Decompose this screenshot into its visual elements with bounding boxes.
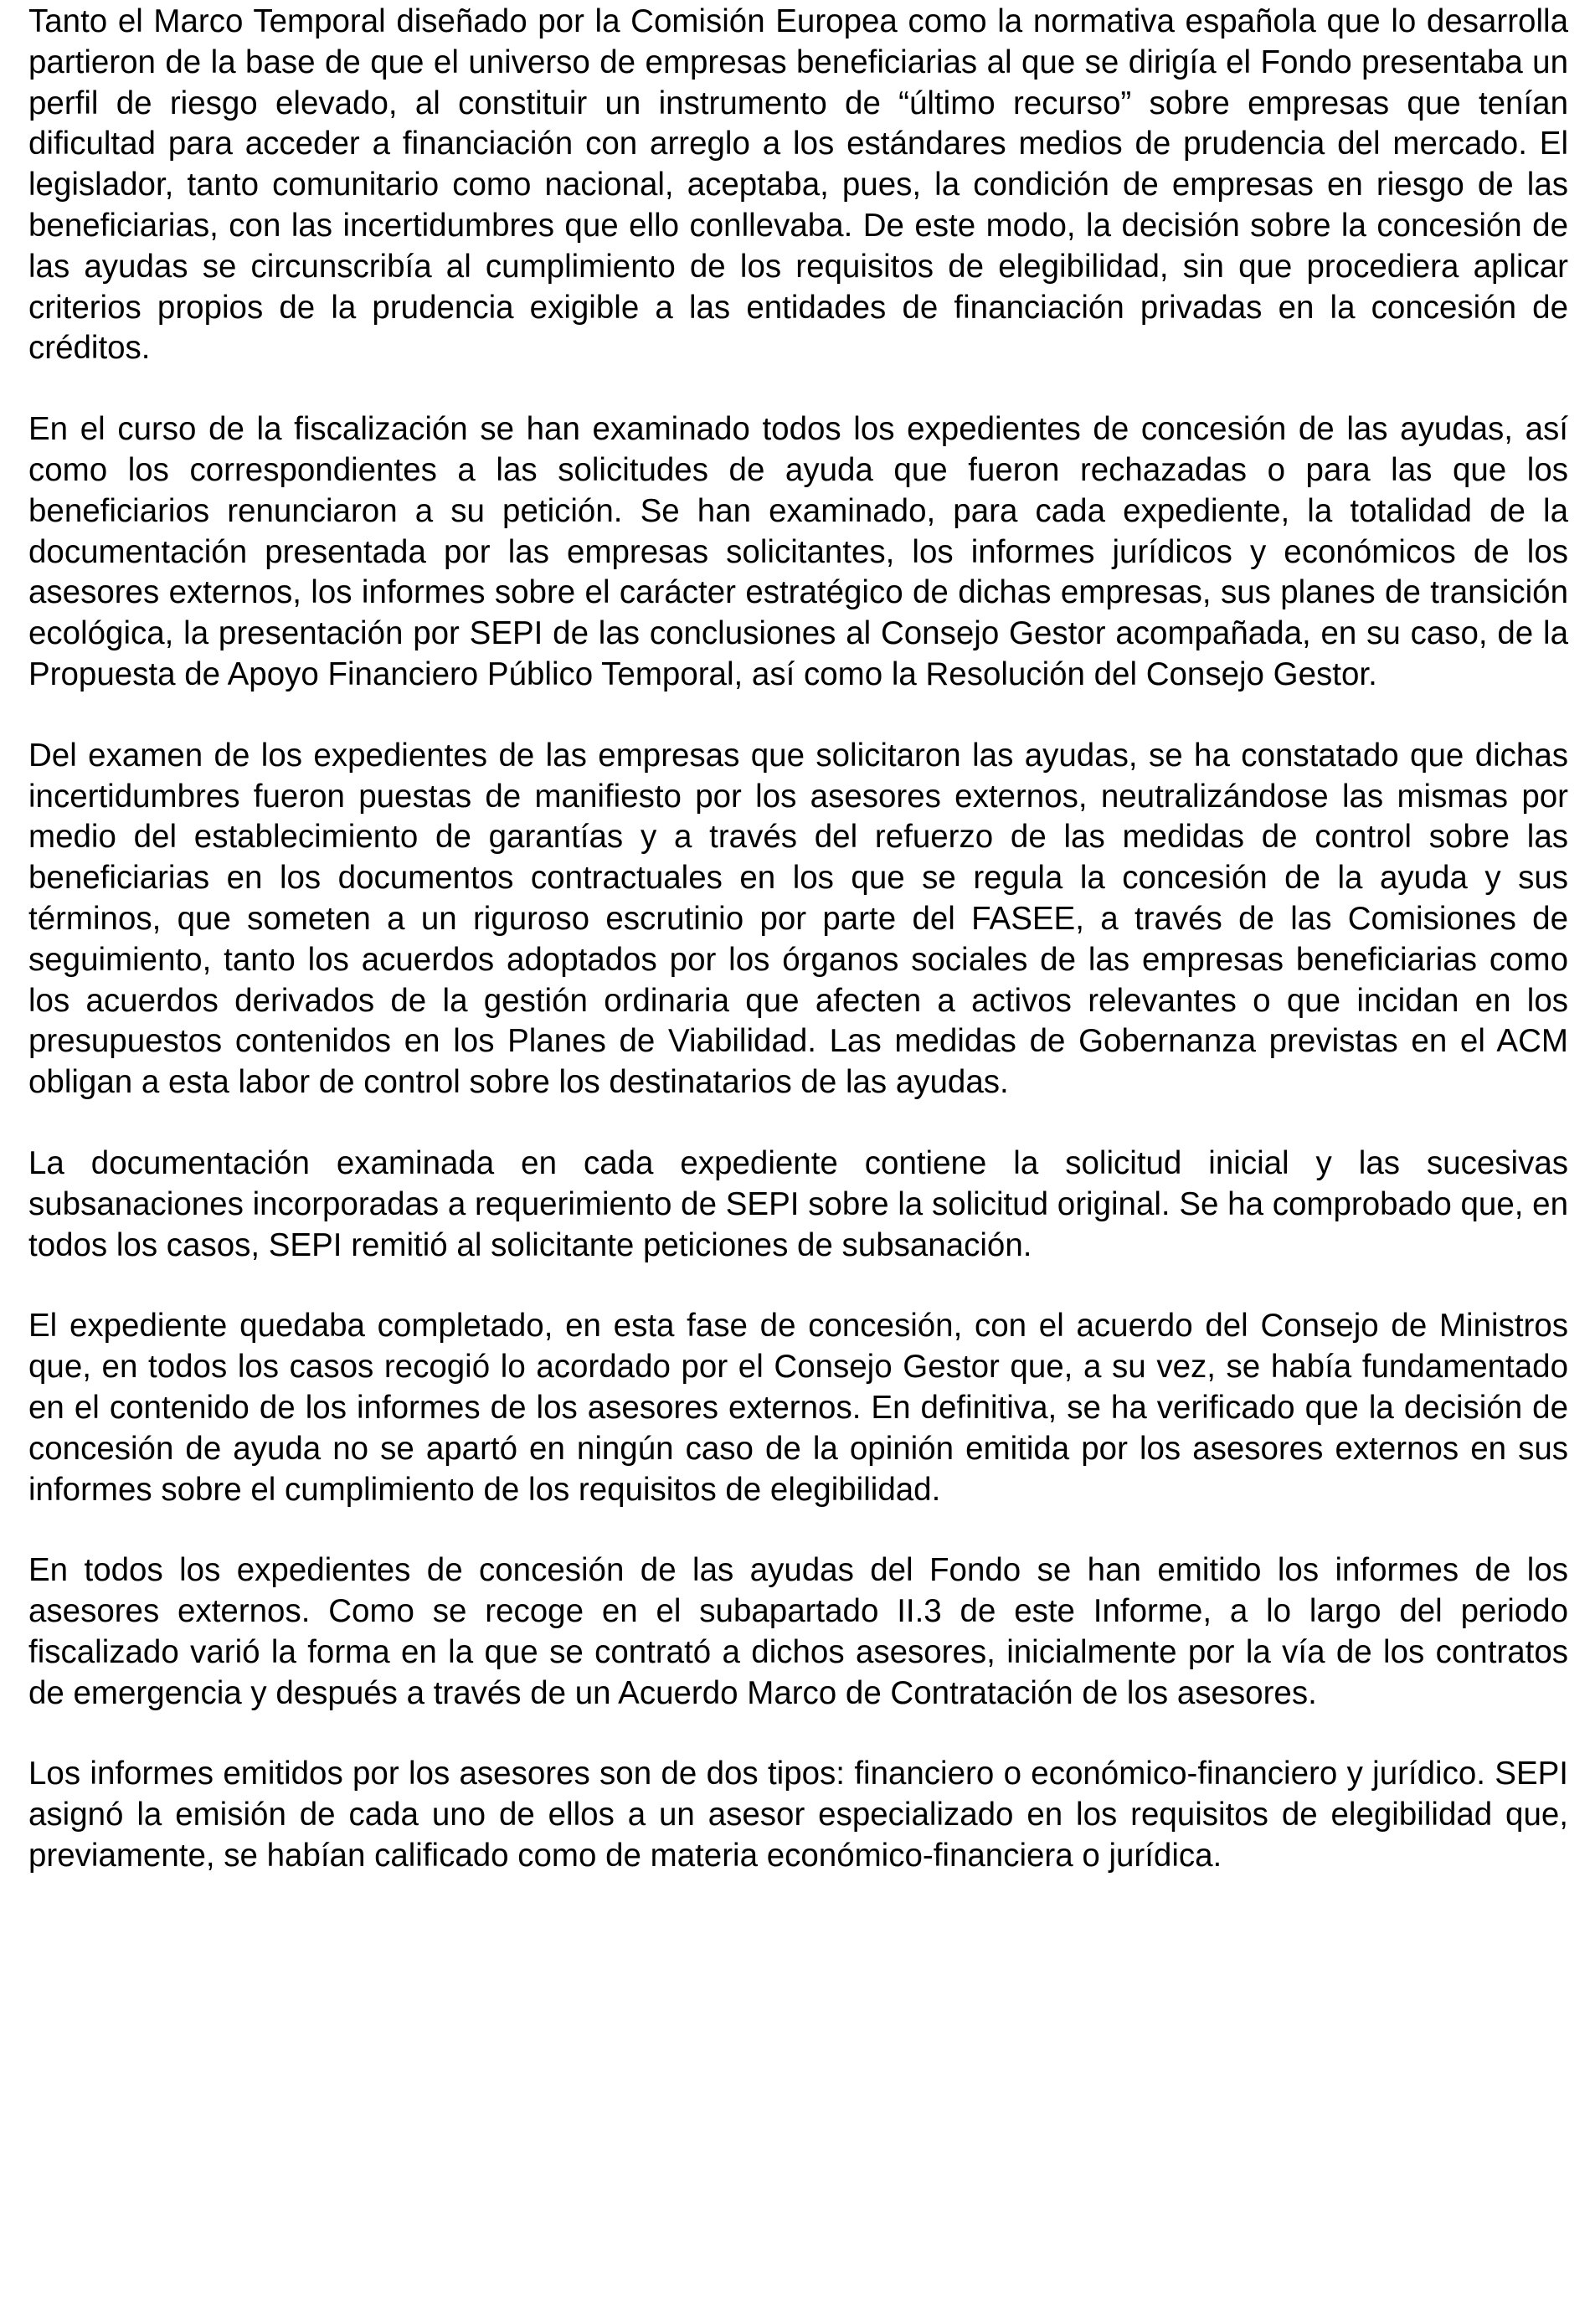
paragraph-marco-temporal: Tanto el Marco Temporal diseñado por la Comisión Europea como la normativa española que lo desarrolla partieron de la base de que el universo de empresas beneficiarias al que se dirigía el Fondo presentaba un perfil de riesgo elevado, al constituir un instrumento de “último recurso” sobre empresas que tenían dificultad para acceder a financiación con arreglo a los estándares medios de prudencia del mercado. El legislador, tanto comunitario como nacional, aceptaba, pues, la condición de empresas en riesgo de las beneficiarias, con las incertidumbres que ello conllevaba. De este modo, la decisión sobre la concesión de las ayudas se circunscribía al cumplimiento de los requisitos de elegibilidad, sin que procediera aplicar criterios propios de la prudencia exigible a las entidades de financiación privadas en la concesión de créditos.	[28, 3, 1568, 367]
paragraph-documentacion-examinada: La documentación examinada en cada expediente contiene la solicitud inicial y las sucesivas subsanaciones incorporadas a requerimiento de SEPI sobre la solicitud original. Se ha comprobado que, en todos los casos, SEPI remitió al solicitante peticiones de subsanación.	[28, 1144, 1568, 1263]
paragraph-curso-fiscalizacion: En el curso de la fiscalización se han examinado todos los expedientes de concesión de las ayudas, así como los correspondientes a las solicitudes de ayuda que fueron rechazadas o para las que los beneficiarios renunciaron a su petición. Se han examinado, para cada expediente, la totalidad de la documentación presentada por las empresas solicitantes, los informes jurídicos y económicos de los asesores externos, los informes sobre el carácter estratégico de dichas empresas, sus planes de transición ecológica, la presentación por SEPI de las conclusiones al Consejo Gestor acompañada, en su caso, de la Propuesta de Apoyo Financiero Público Temporal, así como la Resolución del Consejo Gestor.	[28, 411, 1568, 692]
paragraph-expediente-completado: El expediente quedaba completado, en esta fase de concesión, con el acuerdo del Consejo de Ministros que, en todos los casos recogió lo acordado por el Consejo Gestor que, a su vez, se había fundamentado en el contenido de los informes de los asesores externos. En definitiva, se ha verificado que la decisión de concesión de ayuda no se apartó en ningún caso de la opinión emitida por los asesores externos en sus informes sobre el cumplimiento de los requisitos de elegibilidad.	[28, 1308, 1568, 1508]
document-page	[28, 0, 1568, 1917]
paragraph-tipos-informes: Los informes emitidos por los asesores son de dos tipos: financiero o económico-financiero y jurídico. SEPI asignó la emisión de cada uno de ellos a un asesor especializado en los requisitos de elegibilidad que, previamente, se habían calificado como de materia económico-financiera o jurídica.	[28, 1756, 1568, 1874]
paragraph-examen-expedientes: Del examen de los expedientes de las empresas que solicitaron las ayudas, se ha constatado que dichas incertidumbres fueron puestas de manifiesto por los asesores externos, neutralizándose las mismas por medio del establecimiento de garantías y a través del refuerzo de las medidas de control sobre las beneficiarias en los documentos contractuales en los que se regula la concesión de la ayuda y sus términos, que someten a un riguroso escrutinio por parte del FASEE, a través de las Comisiones de seguimiento, tanto los acuerdos adoptados por los órganos sociales de las empresas beneficiarias como los acuerdos derivados de la gestión ordinaria que afecten a activos relevantes o que incidan en los presupuestos contenidos en los Planes de Viabilidad. Las medidas de Gobernanza previstas en el ACM obligan a esta labor de control sobre los destinatarios de las ayudas.	[28, 737, 1568, 1101]
paragraph-informes-asesores: En todos los expedientes de concesión de las ayudas del Fondo se han emitido los informes de los asesores externos. Como se recoge en el subapartado II.3 de este Informe, a lo largo del periodo fiscalizado varió la forma en la que se contrató a dichos asesores, inicialmente por la vía de los contratos de emergencia y después a través de un Acuerdo Marco de Contratación de los asesores.	[28, 1552, 1568, 1711]
